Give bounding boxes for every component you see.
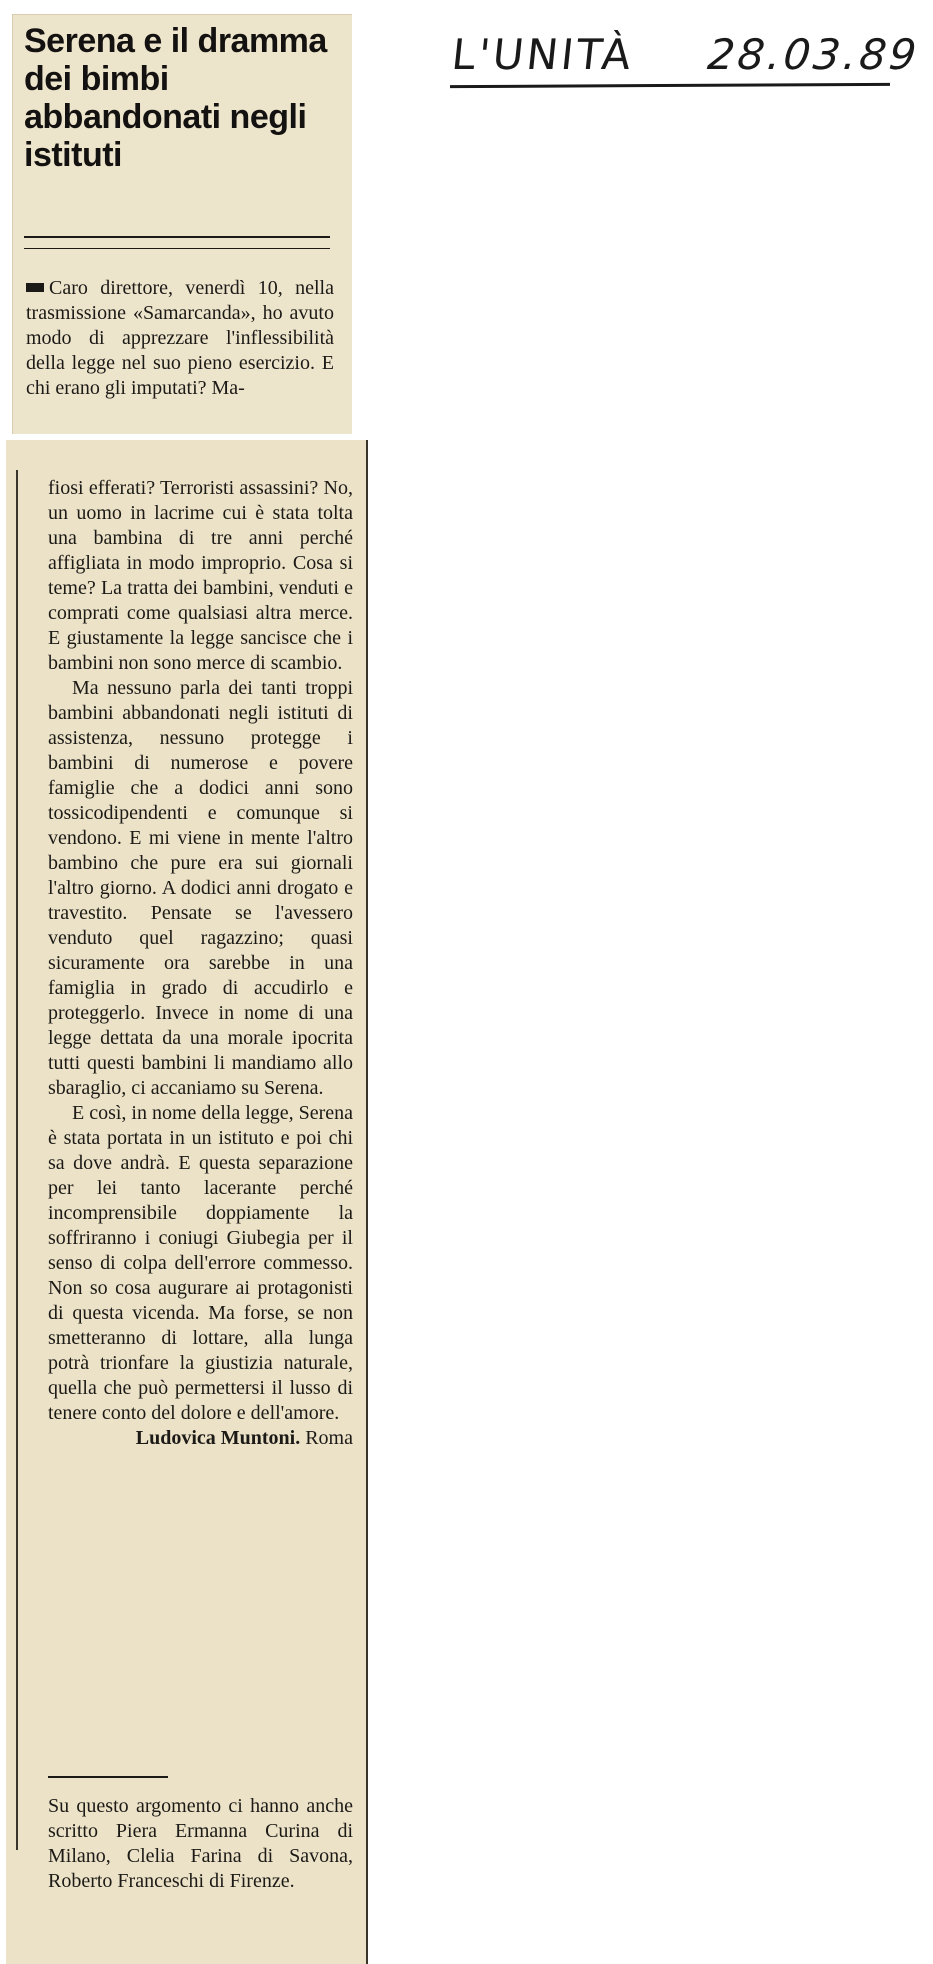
handwritten-source: L'UNITÀ	[449, 30, 637, 79]
article-intro	[26, 276, 334, 401]
body-paragraph-2: Ma nessuno parla dei tanti troppi bambini abbandonati negli istituti di assistenza, nessuno protegge i bambini di numerose e povere famiglie che a dodici anni sono tossicodipendenti e comunque si vendono. E mi viene in mente l'altro bambino che pure era sui giornali l'altro giorno. A dodici anni drogato e travestito. Pensate se l'avessero venduto quel ragazzino; quasi sicuramente ora sarebbe in una famiglia in grado di accudirlo e proteggerlo. Invece in nome di una legge dettata da una morale ipocrita tutti questi bambini li mandiamo allo sbaraglio, ci accaniamo su Serena.	[48, 677, 353, 1099]
article-footnote	[48, 1794, 353, 1894]
footnote-text: Su questo argomento ci hanno anche scritto Piera Ermanna Curina di Milano, Clelia Farina di Savona, Roberto Franceschi di Firenze.	[48, 1795, 353, 1892]
intro-text: Caro direttore, venerdì 10, nella trasmissione «Samarcanda», ho avuto modo di apprezzare l'inflessibilità della legge nel suo pieno esercizio. E chi erano gli imputati? Ma-	[26, 277, 334, 399]
signature	[48, 1426, 353, 1451]
body-paragraph-1: fiosi efferati? Terroristi assassini? No, un uomo in lacrime cui è stata tolta una bambina di tre anni perché affigliata in modo improprio. Cosa si teme? La tratta dei bambini, venduti e comprati come qualsiasi altra merce. E giustamente la legge sancisce che i bambini non sono merce di scambio.	[48, 477, 353, 674]
headline-rule	[24, 236, 330, 238]
paragraph-bullet	[26, 283, 44, 292]
body-paragraph-3: E così, in nome della legge, Serena è stata portata in un istituto e poi chi sa dove andrà. E questa separazione per lei tanto lacerante perché incomprensibile doppiamente la soffriranno i coniugi Giubegia per il senso di colpa dell'errore commesso. Non so cosa augurare ai protagonisti di questa vicenda. Ma forse, se non smetteranno di lottare, alla lunga potrà trionfare la giustizia naturale, quella che può permettersi il lusso di tenere conto del dolore e dell'amore.	[48, 1102, 354, 1424]
article-headline: Serena e il dramma dei bimbi abbandonati negli istituti	[24, 22, 327, 174]
handwritten-underline	[450, 83, 890, 88]
signature-city: Roma	[305, 1427, 353, 1449]
headline-rule-thin	[24, 248, 330, 249]
column-border-left	[16, 470, 18, 1850]
handwritten-date: 28.03.89	[705, 30, 922, 79]
article-body	[48, 476, 353, 1451]
handwritten-annotation	[449, 30, 922, 79]
footnote-rule	[48, 1776, 168, 1778]
signature-name: Ludovica Muntoni.	[135, 1427, 301, 1449]
column-border-right	[366, 440, 368, 1964]
